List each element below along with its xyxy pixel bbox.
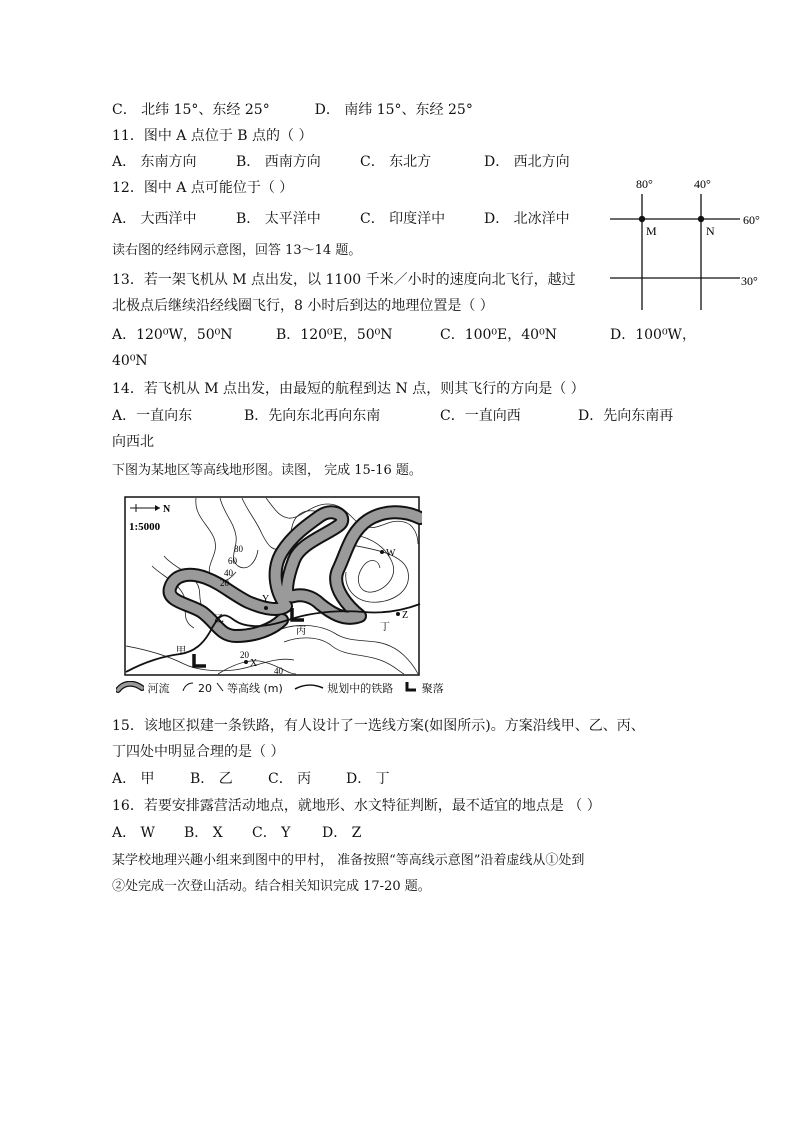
intro-17-20-line-1: 某学校地理兴趣小组来到图中的甲村， 准备按照“等高线示意图”沿着虚线从①处到 — [112, 853, 585, 868]
legend-settlement-label: 聚落 — [421, 682, 444, 695]
q13-opt-d: D．100⁰W， — [610, 327, 696, 343]
point-z-label: Z — [402, 610, 409, 621]
q15-opt-d: D． 丁 — [346, 771, 390, 787]
q10-opt-c: C． 北纬 15°、东经 25° — [112, 102, 270, 118]
point-m — [639, 216, 645, 222]
point-w-label: W — [386, 548, 396, 559]
settlement-legend-icon — [404, 681, 418, 696]
q11-opt-c: C． 东北方 — [360, 154, 432, 170]
lat-label-60: 60° — [743, 213, 760, 227]
q16-opt-a: A． W — [112, 825, 155, 841]
q10-opt-d: D． 南纬 15°、东经 25° — [314, 102, 473, 118]
contour-map-figure — [124, 496, 422, 678]
point-y — [264, 606, 268, 610]
contour-label-60: 60 — [228, 556, 237, 566]
contour-label-20-lower: 20 — [240, 650, 249, 660]
place-bing: 丙 — [296, 626, 306, 637]
map-scale: 1:5000 — [129, 521, 161, 533]
intro-13-14: 读右图的经纬网示意图，回答 13～14 题。 — [112, 243, 362, 258]
legend-contour-number: 20 — [198, 681, 212, 695]
q12-stem: 12．图中 A 点可能位于（ ） — [112, 180, 294, 196]
q14-opt-d: D．先向东南再 — [578, 408, 674, 424]
q10-options — [112, 101, 473, 119]
map-legend — [116, 680, 444, 696]
point-y-label: Y — [262, 594, 270, 605]
q13-opt-c: C．100⁰E，40⁰N — [440, 327, 557, 343]
q12-opt-d: D． 北冰洋中 — [484, 211, 570, 227]
point-z — [396, 612, 400, 616]
q16-stem: 16．若要安排露营活动地点，就地形、水文特征判断，最不适宜的地点是 （ ） — [112, 798, 601, 814]
q11-stem: 11．图中 A 点位于 B 点的（ ） — [112, 128, 313, 144]
place-jia: 甲 — [176, 646, 186, 657]
legend-contour-label: 等高线 (m) — [227, 682, 283, 695]
railway-legend-icon — [294, 681, 324, 696]
q11-opt-b: B． 西南方向 — [236, 154, 321, 170]
q16-opt-c: C． Y — [252, 825, 291, 841]
q11-opt-d: D． 西北方向 — [484, 154, 570, 170]
q12-opt-b: B． 太平洋中 — [236, 211, 321, 227]
place-yi: 乙 — [214, 614, 224, 625]
contour-legend-icon — [181, 681, 195, 696]
contour-label-40: 40 — [224, 568, 233, 578]
q13-opt-b: B．120⁰E，50⁰N — [276, 327, 393, 343]
q15-stem-1: 15．该地区拟建一条铁路，有人设计了一选线方案(如图所示)。方案沿线甲、乙、丙、 — [112, 718, 645, 734]
graticule-figure — [606, 176, 776, 316]
intro-17-20-line-2: ②处完成一次登山活动。结合相关知识完成 17-20 题。 — [112, 879, 431, 894]
q12-opt-a: A． 大西洋中 — [112, 211, 197, 227]
q15-opt-c: C． 丙 — [268, 771, 312, 787]
river-legend-icon — [116, 681, 144, 696]
contour-label-40-lower: 40 — [274, 666, 283, 676]
point-m-label: M — [646, 224, 657, 238]
q16-opt-d: D． Z — [322, 825, 362, 841]
contour-label-80: 80 — [234, 544, 243, 554]
intro-15-16: 下图为某地区等高线地形图。读图， 完成 15-16 题。 — [112, 463, 422, 478]
legend-river-label: 河流 — [147, 682, 170, 695]
q14-opt-c: C．一直向西 — [440, 408, 521, 424]
lon-label-40: 40° — [694, 177, 711, 191]
contour-label-20: 20 — [220, 578, 229, 588]
q16-opt-b: B． X — [184, 825, 223, 841]
q14-stem: 14．若飞机从 M 点出发，由最短的航程到达 N 点，则其飞行的方向是（ ） — [112, 381, 585, 397]
legend-railway-label: 规划中的铁路 — [327, 682, 394, 695]
q13-stem-2: 北极点后继续沿经线圈飞行，8 小时后到达的地理位置是（ ） — [112, 298, 494, 314]
q12-opt-c: C． 印度洋中 — [360, 211, 446, 227]
north-label: N — [163, 504, 171, 515]
point-n-label: N — [706, 224, 715, 238]
point-x — [244, 660, 248, 664]
q14-opt-d-wrap: 向西北 — [112, 434, 154, 450]
point-n — [698, 216, 704, 222]
q14-opt-b: B．先向东北再向东南 — [244, 408, 381, 424]
q15-opt-a: A． 甲 — [112, 771, 155, 787]
q14-opt-a: A．一直向东 — [112, 408, 193, 424]
contour-legend-icon-tail — [216, 681, 224, 696]
point-w — [380, 550, 384, 554]
point-x-label: X — [250, 658, 258, 669]
lon-label-80: 80° — [636, 177, 653, 191]
q13-stem-1: 13．若一架飞机从 M 点出发，以 1100 千米／小时的速度向北飞行，越过 — [112, 272, 576, 288]
q15-stem-2: 丁四处中明显合理的是（ ） — [112, 744, 285, 760]
q13-opt-d-wrap: 40⁰N — [112, 353, 148, 369]
q13-opt-a: A．120⁰W，50⁰N — [112, 327, 233, 343]
q15-opt-b: B． 乙 — [190, 771, 233, 787]
lat-label-30: 30° — [741, 274, 758, 288]
place-ding: 丁 — [380, 622, 390, 633]
q11-opt-a: A． 东南方向 — [112, 154, 197, 170]
